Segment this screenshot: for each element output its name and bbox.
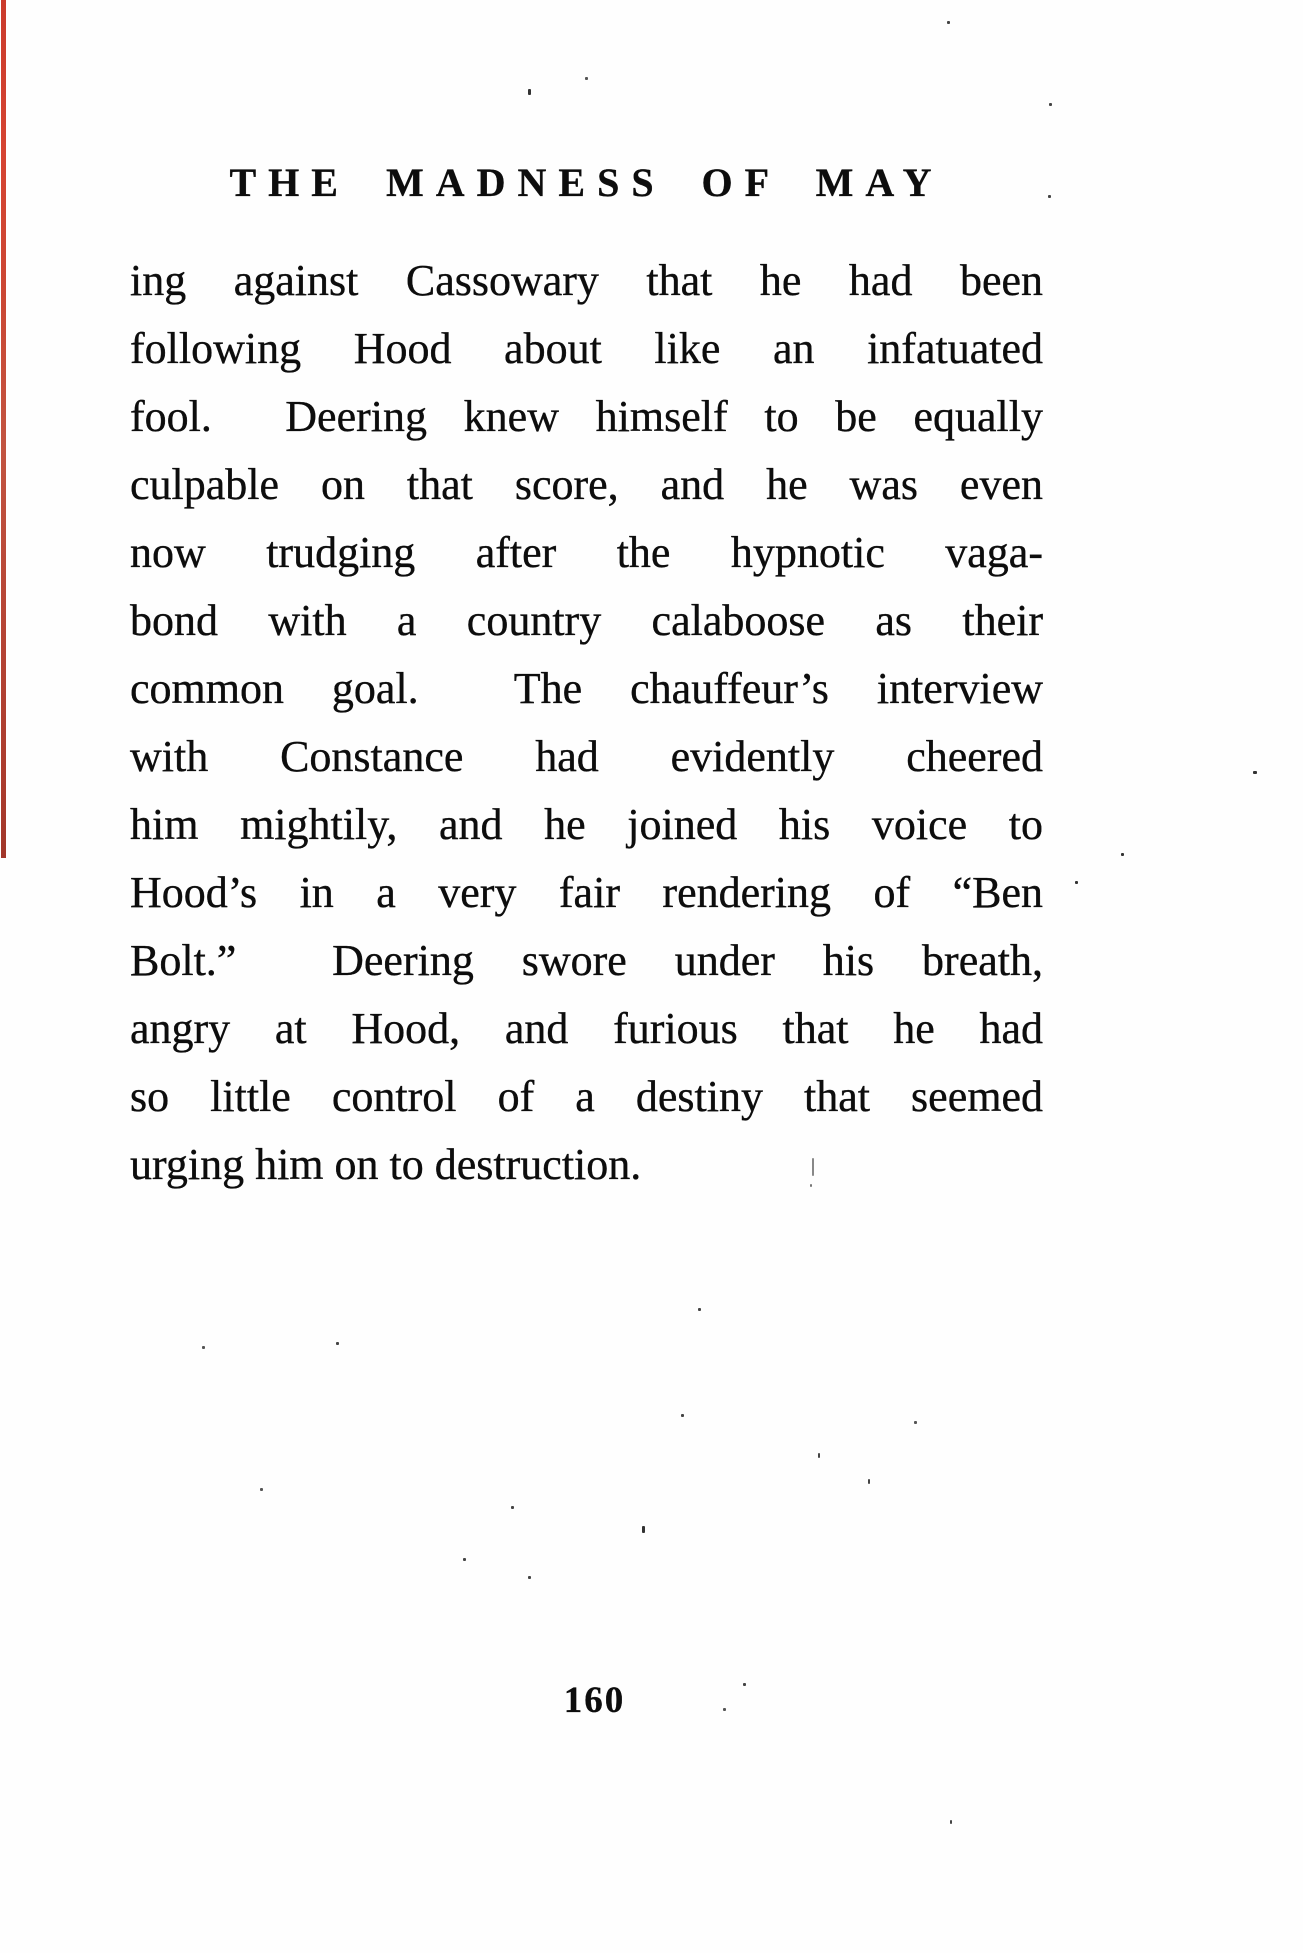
scan-speck bbox=[1048, 195, 1051, 198]
body-paragraph bbox=[130, 247, 1043, 1199]
scan-speck bbox=[723, 1708, 726, 1711]
scan-speck bbox=[868, 1479, 870, 1484]
scan-speck bbox=[463, 1558, 466, 1561]
scan-speck bbox=[1121, 853, 1124, 856]
text-line: now trudging after the hypnotic vaga- bbox=[130, 528, 1043, 577]
text-line: with Constance had evidently cheered bbox=[130, 732, 1043, 781]
scan-speck bbox=[585, 77, 588, 80]
scan-speck bbox=[1253, 771, 1257, 774]
running-header: THE MADNESS OF MAY bbox=[229, 160, 944, 205]
scan-speck bbox=[947, 21, 950, 24]
scan-speck bbox=[642, 1526, 645, 1533]
page-number: 160 bbox=[563, 1680, 626, 1721]
scan-speck bbox=[1075, 881, 1078, 884]
scan-speck bbox=[528, 89, 531, 95]
scan-speck bbox=[1049, 103, 1052, 106]
scan-speck bbox=[810, 1184, 812, 1187]
scan-speck bbox=[260, 1488, 263, 1491]
scan-speck bbox=[698, 1308, 701, 1311]
scan-speck bbox=[743, 1683, 746, 1686]
text-line: culpable on that score, and he was even bbox=[130, 460, 1043, 509]
text-line: fool. Deering knew himself to be equally bbox=[130, 392, 1043, 441]
scan-speck bbox=[818, 1453, 820, 1458]
scan-speck bbox=[202, 1346, 205, 1349]
gutter-edge-artifact bbox=[1, 0, 6, 858]
scan-speck bbox=[914, 1421, 917, 1424]
text-line: so little control of a destiny that seemed bbox=[130, 1072, 1043, 1121]
scan-speck bbox=[681, 1414, 684, 1417]
scan-speck bbox=[950, 1820, 952, 1824]
text-line: Bolt.” Deering swore under his breath, bbox=[130, 936, 1043, 985]
text-line: Hood’s in a very fair rendering of “Ben bbox=[130, 868, 1043, 917]
scan-speck bbox=[528, 1576, 531, 1579]
text-line: urging him on to destruction. bbox=[130, 1140, 642, 1189]
scan-speck bbox=[336, 1342, 339, 1345]
scan-speck bbox=[511, 1506, 514, 1509]
text-line: him mightily, and he joined his voice to bbox=[130, 800, 1043, 849]
text-line: following Hood about like an infatuated bbox=[130, 324, 1043, 373]
scan-speck bbox=[812, 1158, 814, 1176]
text-line: ing against Cassowary that he had been bbox=[130, 256, 1043, 305]
text-line: bond with a country calaboose as their bbox=[130, 596, 1043, 645]
text-line: common goal. The chauffeur’s interview bbox=[130, 664, 1043, 713]
text-line: angry at Hood, and furious that he had bbox=[130, 1004, 1043, 1053]
